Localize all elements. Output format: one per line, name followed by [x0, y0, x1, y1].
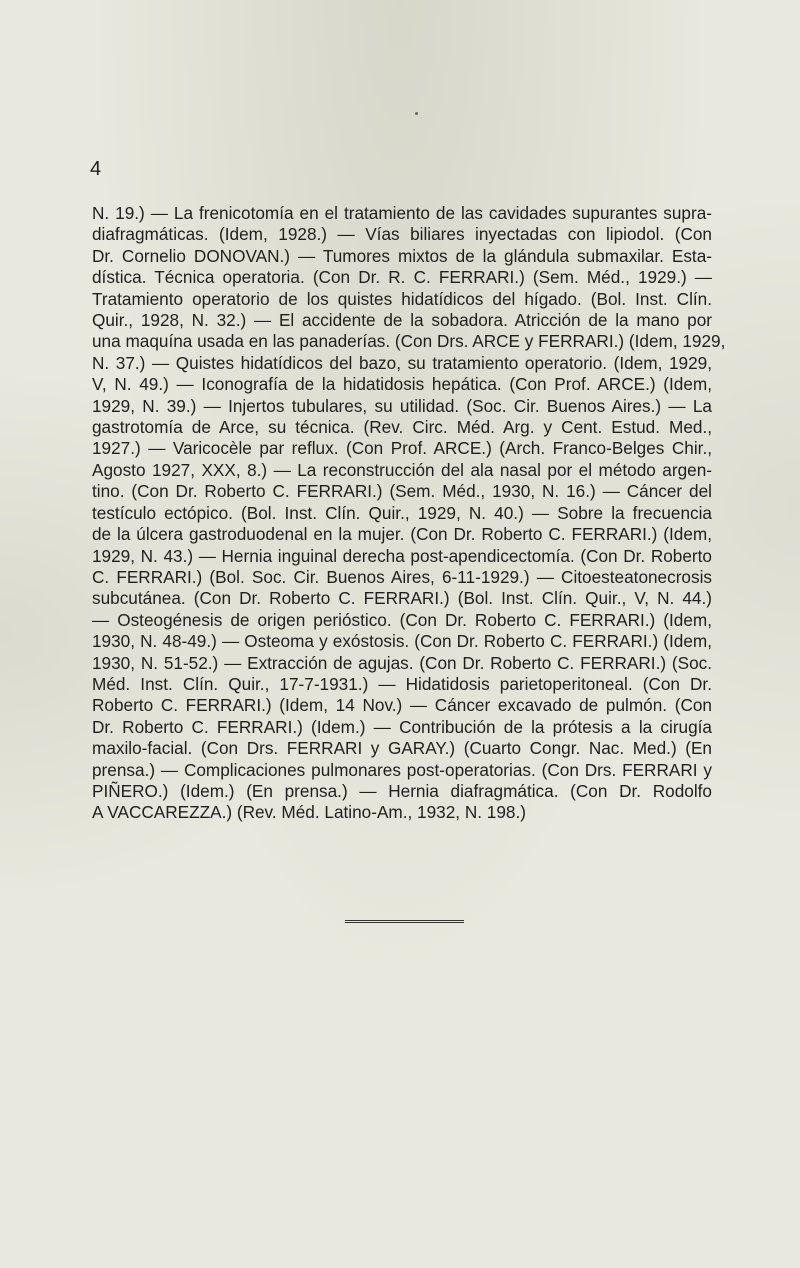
text-line: diafragmáticas. (Idem, 1928.) — Vías biliares inyectadas con lipiodol. (Con	[92, 224, 712, 245]
text-line: — Osteogénesis de origen perióstico. (Con Dr. Roberto C. FERRARI.) (Idem,	[92, 609, 712, 630]
text-line: N. 37.) — Quistes hidatídicos del bazo, su tratamiento operatorio. (Idem, 1929,	[92, 352, 712, 373]
text-line: Dr. Cornelio DONOVAN.) — Tumores mixtos de la glándula submaxilar. Esta-	[92, 245, 712, 266]
text-line: Méd. Inst. Clín. Quir., 17-7-1931.) — Hidatidosis parietoperitoneal. (Con Dr.	[92, 673, 712, 694]
text-line: V, N. 49.) — Iconografía de la hidatidosis hepática. (Con Prof. ARCE.) (Idem,	[92, 374, 712, 395]
ink-speck	[415, 112, 418, 115]
text-line: PIÑERO.) (Idem.) (En prensa.) — Hernia diafragmática. (Con Dr. Rodolfo	[92, 780, 712, 801]
page-number: 4	[90, 158, 102, 180]
text-line: 1929, N. 39.) — Injertos tubulares, su utilidad. (Soc. Cir. Buenos Aires.) — La	[92, 395, 712, 416]
text-line: Dr. Roberto C. FERRARI.) (Idem.) — Contribución de la prótesis a la cirugía	[92, 716, 712, 737]
text-line: N. 19.) — La frenicotomía en el tratamiento de las cavidades supurantes supra-	[92, 203, 712, 223]
text-line: Tratamiento operatorio de los quistes hidatídicos del hígado. (Bol. Inst. Clín.	[92, 288, 712, 309]
text-line: Quir., 1928, N. 32.) — El accidente de la sobadora. Atricción de la mano por	[92, 310, 712, 331]
text-line: 1927.) — Varicocèle par reflux. (Con Prof. ARCE.) (Arch. Franco-Belges Chir.,	[92, 438, 712, 459]
text-line: 1929, N. 43.) — Hernia inguinal derecha post-apendicectomía. (Con Dr. Roberto	[92, 545, 712, 566]
text-line: Roberto C. FERRARI.) (Idem, 14 Nov.) — Cáncer excavado de pulmón. (Con	[92, 695, 712, 716]
section-divider	[345, 920, 464, 923]
text-line: 1930, N. 51-52.) — Extracción de agujas. (Con Dr. Roberto C. FERRARI.) (Soc.	[92, 652, 712, 673]
text-line: testículo ectópico. (Bol. Inst. Clín. Quir., 1929, N. 40.) — Sobre la frecuencia	[92, 502, 712, 523]
text-line: C. FERRARI.) (Bol. Soc. Cir. Buenos Aires, 6-11-1929.) — Citoesteatonecrosis	[92, 566, 712, 587]
text-line: tino. (Con Dr. Roberto C. FERRARI.) (Sem. Méd., 1930, N. 16.) — Cáncer del	[92, 481, 712, 502]
text-line: de la úlcera gastroduodenal en la mujer. (Con Dr. Roberto C. FERRARI.) (Idem,	[92, 524, 712, 545]
text-line: subcutánea. (Con Dr. Roberto C. FERRARI.) (Bol. Inst. Clín. Quir., V, N. 44.)	[92, 588, 712, 609]
text-line: prensa.) — Complicaciones pulmonares post-operatorias. (Con Drs. FERRARI y	[92, 759, 712, 780]
text-line: Agosto 1927, XXX, 8.) — La reconstrucción del ala nasal por el método argen-	[92, 459, 712, 480]
text-line: A VACCAREZZA.) (Rev. Méd. Latino-Am., 1932, N. 198.)	[92, 802, 526, 823]
text-line: maxilo-facial. (Con Drs. FERRARI y GARAY.) (Cuarto Congr. Nac. Med.) (En	[92, 738, 712, 759]
text-line: una maquína usada en las panaderías. (Con Drs. ARCE y FERRARI.) (Idem, 1929,	[92, 331, 726, 352]
text-line: gastrotomía de Arce, su técnica. (Rev. Circ. Méd. Arg. y Cent. Estud. Med.,	[92, 417, 712, 438]
bibliography-paragraph	[92, 203, 726, 824]
text-line: dística. Técnica operatoria. (Con Dr. R. C. FERRARI.) (Sem. Méd., 1929.) —	[92, 267, 712, 288]
text-line: 1930, N. 48-49.) — Osteoma y exóstosis. (Con Dr. Roberto C. FERRARI.) (Idem,	[92, 631, 712, 652]
